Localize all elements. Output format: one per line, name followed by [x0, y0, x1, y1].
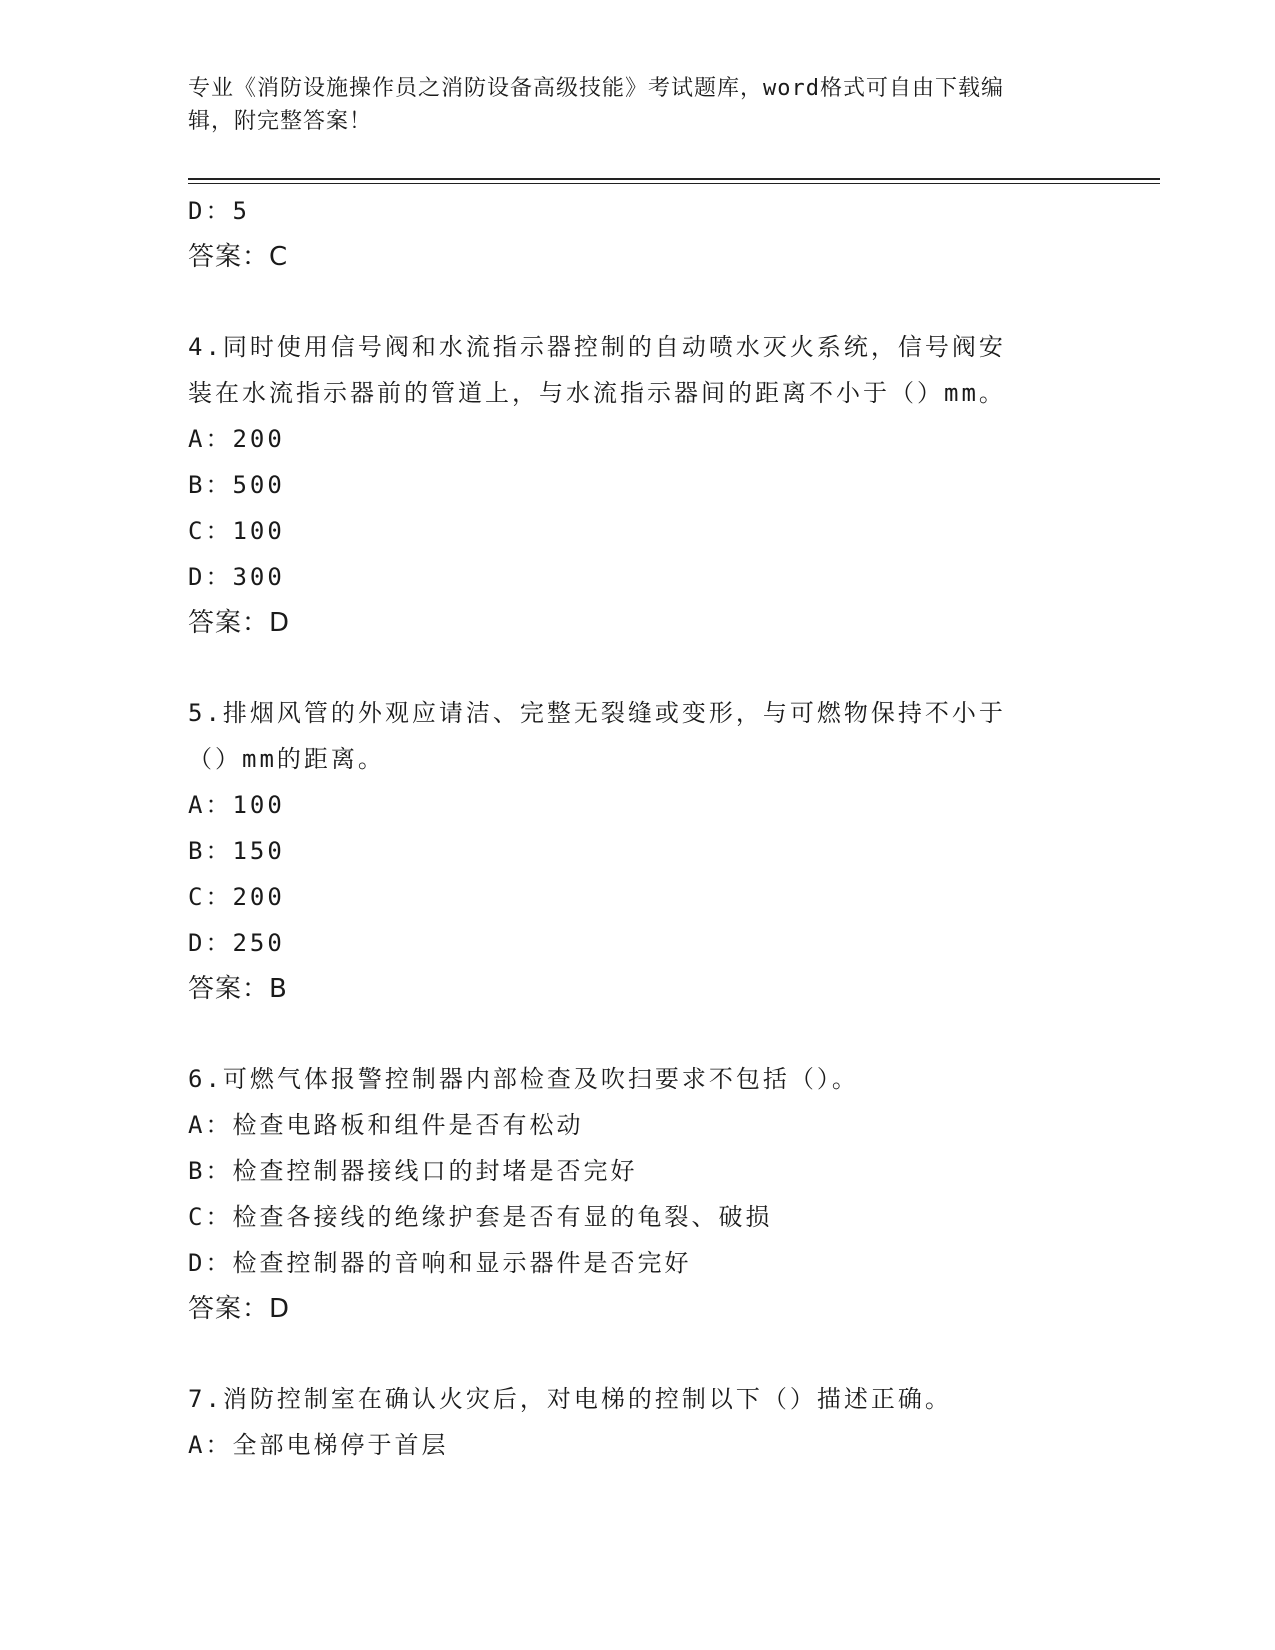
answer-line: 答案：C	[188, 242, 289, 272]
question-text-line: 6.可燃气体报警控制器内部检查及吹扫要求不包括（）。	[188, 1065, 859, 1093]
option-d: D：5	[188, 197, 250, 225]
document-header	[188, 72, 1088, 138]
option-c: C：100	[188, 517, 285, 545]
question-5	[188, 690, 1088, 1012]
question-text-line: 7.消防控制室在确认火灾后，对电梯的控制以下（）描述正确。	[188, 1385, 952, 1413]
question-7	[188, 1376, 1088, 1468]
option-c: C：检查各接线的绝缘护套是否有显的龟裂、破损	[188, 1203, 773, 1231]
option-b: B：500	[188, 471, 285, 499]
header-divider-thin	[188, 183, 1160, 184]
question-text-line: 装在水流指示器前的管道上，与水流指示器间的距离不小于（）mm。	[188, 379, 1006, 407]
option-d: D：检查控制器的音响和显示器件是否完好	[188, 1249, 692, 1277]
header-line-2: 辑，附完整答案！	[188, 109, 373, 134]
question-6	[188, 1056, 1088, 1332]
answer-line: 答案：D	[188, 608, 291, 638]
option-d: D：300	[188, 563, 285, 591]
header-line-1: 专业《消防设施操作员之消防设备高级技能》考试题库，word格式可自由下载编	[188, 76, 1004, 101]
option-a: A：100	[188, 791, 285, 819]
option-d: D：250	[188, 929, 285, 957]
answer-line: 答案：B	[188, 974, 288, 1004]
option-c: C：200	[188, 883, 285, 911]
header-divider-thick	[188, 178, 1160, 180]
question-text-line: 5.排烟风管的外观应请洁、完整无裂缝或变形，与可燃物保持不小于	[188, 699, 1006, 727]
question-4	[188, 324, 1088, 646]
answer-line: 答案：D	[188, 1294, 291, 1324]
question-text-line: 4.同时使用信号阀和水流指示器控制的自动喷水灭火系统，信号阀安	[188, 333, 1006, 361]
option-a: A：检查电路板和组件是否有松动	[188, 1111, 584, 1139]
option-a: A：200	[188, 425, 285, 453]
option-b: B：检查控制器接线口的封堵是否完好	[188, 1157, 638, 1185]
option-b: B：150	[188, 837, 285, 865]
question-list	[188, 188, 1088, 1468]
option-a: A：全部电梯停于首层	[188, 1431, 449, 1459]
question-text-line: （）mm的距离。	[188, 745, 385, 773]
